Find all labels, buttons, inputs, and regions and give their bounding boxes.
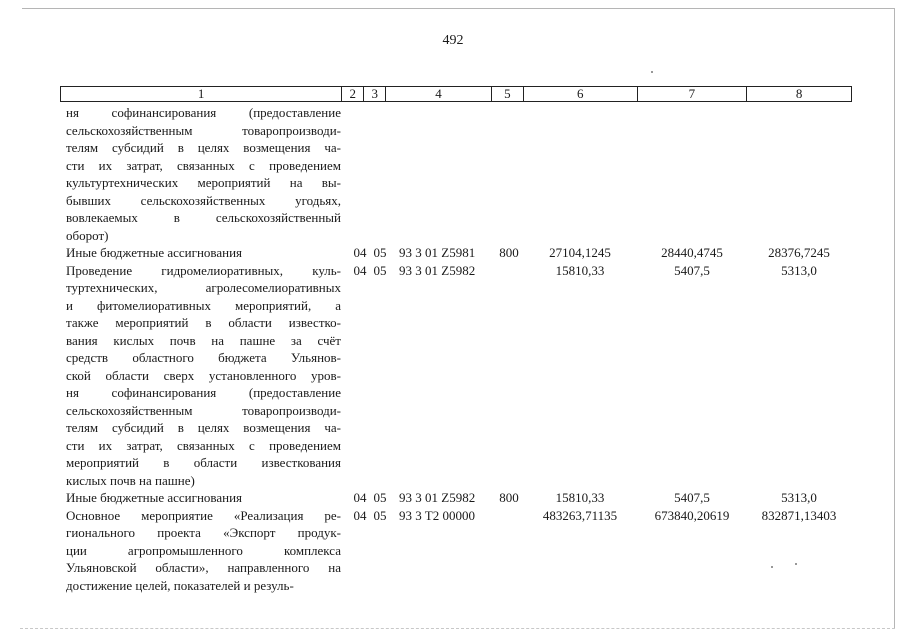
cell-c5: 800 xyxy=(499,245,519,260)
page-border-top xyxy=(22,8,895,9)
cell-c3: 05 xyxy=(373,262,387,278)
table-row xyxy=(0,104,905,244)
table-row xyxy=(0,244,905,262)
description-line: культуртехнических мероприятий на вы- xyxy=(66,175,341,190)
description-line: средств областного бюджета Ульянов- xyxy=(66,350,341,365)
description-line: Иные бюджетные ассигнования xyxy=(66,245,243,260)
cell-c3: 05 xyxy=(373,507,387,523)
cell-c8: 5313,0 xyxy=(781,262,817,278)
cell-c3: 05 xyxy=(373,245,387,260)
description-line: Проведение гидромелиоративных, куль- xyxy=(66,262,341,278)
cell-c2: 04 xyxy=(353,262,367,278)
cell-c7: 5407,5 xyxy=(674,262,710,278)
description-line: Иные бюджетные ассигнования xyxy=(66,490,243,505)
row-description xyxy=(66,262,341,490)
description-line: телям субсидий в целях возмещения ча- xyxy=(66,420,341,435)
header-col-8: 8 xyxy=(795,86,803,101)
description-line: также мероприятий в области известко- xyxy=(66,315,341,330)
description-line: ня софинансирования (предоставление xyxy=(66,385,341,400)
page-number: 492 xyxy=(442,33,464,48)
description-line: ции агропромышленного комплекса xyxy=(66,542,341,558)
header-col-6: 6 xyxy=(524,87,638,101)
description-line: гионального проекта «Экспорт продук- xyxy=(66,525,341,540)
header-col-4: 4 xyxy=(386,87,492,101)
description-line: мероприятий в области известкования xyxy=(66,455,341,470)
row-description xyxy=(66,507,341,595)
cell-c8: 5313,0 xyxy=(781,490,817,505)
cell-c2: 04 xyxy=(353,507,367,523)
cell-c4: 93 3 T2 00000 xyxy=(399,507,475,523)
description-line: вания кислых почв на пашне за счёт xyxy=(66,332,341,348)
scan-speck xyxy=(795,563,797,565)
cell-c7: 673840,20619 xyxy=(654,507,730,523)
description-line: Основное мероприятие «Реализация ре- xyxy=(66,507,341,523)
description-line: ня софинансирования (предоставление xyxy=(66,105,341,120)
row-description xyxy=(66,244,341,262)
cell-c7: 5407,5 xyxy=(674,490,710,505)
page-border-bottom xyxy=(20,628,895,629)
cell-c6: 483263,71135 xyxy=(542,507,618,523)
description-line: сти их затрат, связанных с проведением xyxy=(66,157,341,173)
cell-c2: 04 xyxy=(353,490,367,505)
description-line: туртехнических, агролесомелиоративных xyxy=(66,280,341,295)
description-line: сельскохозяйственным товаропроизводи- xyxy=(66,402,341,418)
table-header-row xyxy=(60,86,852,102)
description-line: Ульяновской области», направленного на xyxy=(66,560,341,575)
cell-c6: 15810,33 xyxy=(555,490,605,505)
cell-c7: 28440,4745 xyxy=(661,245,723,260)
header-col-2: 2 xyxy=(342,87,364,101)
table-row xyxy=(0,262,905,490)
cell-c6: 27104,1245 xyxy=(549,245,611,260)
description-line: телям субсидий в целях возмещения ча- xyxy=(66,140,341,155)
header-col-1: 1 xyxy=(61,87,342,101)
row-description xyxy=(66,489,341,507)
description-line: вовлекаемых в сельскохозяйственный xyxy=(66,210,341,225)
cell-c4: 93 3 01 Z5982 xyxy=(399,262,476,278)
description-line: достижение целей, показателей и резуль- xyxy=(66,577,294,593)
table-body xyxy=(0,104,905,594)
cell-c5: 800 xyxy=(499,490,519,505)
description-line: бывших сельскохозяйственных угодьях, xyxy=(66,192,341,208)
table-row xyxy=(0,507,905,595)
row-description xyxy=(66,104,341,244)
cell-c8: 28376,7245 xyxy=(768,245,830,260)
scan-speck xyxy=(651,71,653,73)
header-col-5: 5 xyxy=(492,87,524,101)
cell-c3: 05 xyxy=(373,490,387,505)
description-line: кислых почв на пашне) xyxy=(66,472,195,488)
cell-c6: 15810,33 xyxy=(555,262,605,278)
description-line: сельскохозяйственным товаропроизводи- xyxy=(66,122,341,138)
header-col-3: 3 xyxy=(364,87,386,101)
cell-c8: 832871,13403 xyxy=(761,507,837,523)
cell-c4: 93 3 01 Z5981 xyxy=(399,245,476,260)
scan-speck xyxy=(771,566,773,568)
table-row xyxy=(0,489,905,507)
description-line: оборот) xyxy=(66,227,109,243)
description-line: и фитомелиоративных мероприятий, а xyxy=(66,297,341,313)
cell-c4: 93 3 01 Z5982 xyxy=(399,490,476,505)
header-col-7: 7 xyxy=(638,87,748,101)
cell-c2: 04 xyxy=(353,245,367,260)
description-line: сти их затрат, связанных с проведением xyxy=(66,437,341,453)
description-line: ской области сверх установленного уров- xyxy=(66,367,341,383)
